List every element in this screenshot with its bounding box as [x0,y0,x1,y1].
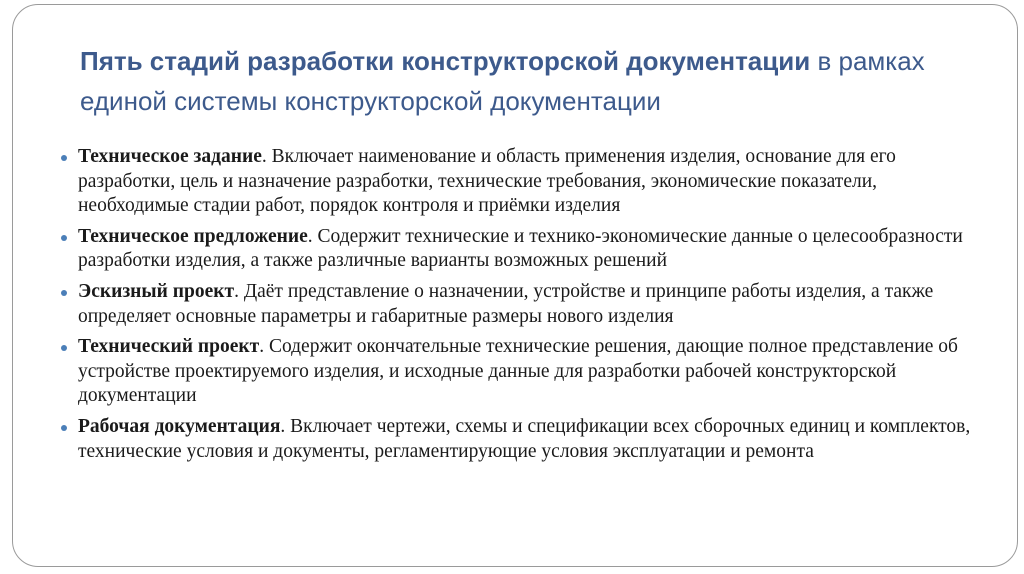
stages-list [61,145,991,470]
bullet-icon [61,290,67,296]
list-item [61,335,991,409]
bullet-icon [61,235,67,241]
slide-title-rest: в рамках единой системы конструкторской документации [80,46,925,116]
bullet-icon [61,425,67,431]
slide-frame [12,4,1018,567]
stage-term: Техническое предложение [78,225,308,247]
stage-description: . Содержит технические и технико-экономические данные о целесообразности разработки изделия, а также различные варианты возможных решений [78,225,963,272]
bullet-icon [61,345,67,351]
list-item [61,145,991,219]
stage-description: . Включает чертежи, схемы и спецификации всех сборочных единиц и комплектов, технические условия и документы, регламентирующие условия эксплуатации и ремонта [78,415,971,462]
slide-title-bold: Пять стадий разработки конструкторской документации [80,46,811,76]
bullet-icon [61,155,67,161]
stage-description: . Содержит окончательные технические решения, дающие полное представление об устройстве проектируемого изделия, и исходные данные для разработки рабочей конструкторской документации [78,336,958,407]
stage-term: Технический проект [78,336,260,358]
stage-description: . Включает наименование и область применения изделия, основание для его разработки, цель и назначение разработки, технические требования, экономические показатели, необходимые стадии работ, порядок контроля и приёмки изделия [78,146,896,217]
list-item [61,415,991,464]
stage-description: . Даёт представление о назначении, устройстве и принципе работы изделия, а также определяет основные параметры и габаритные размеры нового изделия [78,280,934,327]
stage-term: Рабочая документация [78,415,281,437]
stage-term: Техническое задание [78,146,262,167]
stage-term: Эскизный проект [78,280,235,302]
slide-title [80,41,980,121]
list-item [61,280,991,329]
list-item [61,225,991,274]
